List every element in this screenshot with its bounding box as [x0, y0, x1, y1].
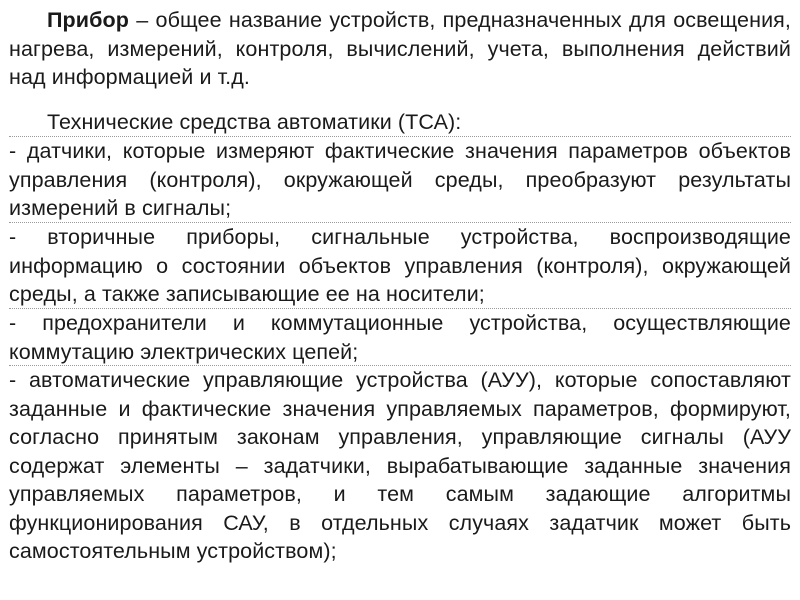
- list-item-secondary-devices: - вторичные приборы, сигнальные устройства, воспроизводящие информацию о состоянии объектов управления (контроля), окружающей среды, а также записывающие ее на носители;: [9, 225, 791, 306]
- definition-paragraph: [9, 6, 791, 92]
- definition-term: Прибор: [47, 8, 129, 32]
- list-item-auu: - автоматические управляющие устройства (АУУ), которые сопоставляют заданные и фактические значения управляемых параметров, формируют, согласно принятым законам управления, управляющие сигналы (АУУ содержат элементы – задатчики, вырабатывающие заданные значения управляемых параметров, и тем самым задающие алгоритмы функционирования САУ, в отдельных случаях задатчик может быть самостоятельным устройством);: [9, 368, 791, 563]
- tsa-heading: Технические средства автоматики (ТСА):: [47, 110, 462, 134]
- list-item-fuses-switches: - предохранители и коммутационные устройства, осуществляющие коммутацию электрических цепей;: [9, 311, 791, 364]
- definition-text: – общее название устройств, предназначенных для освещения, нагрева, измерений, контроля, вычислений, учета, выполнения действий над информацией и т.д.: [9, 8, 791, 89]
- list-item-sensors: - датчики, которые измеряют фактические значения параметров объектов управления (контроля), окружающей среды, преобразуют результаты измерений в сигналы;: [9, 139, 791, 220]
